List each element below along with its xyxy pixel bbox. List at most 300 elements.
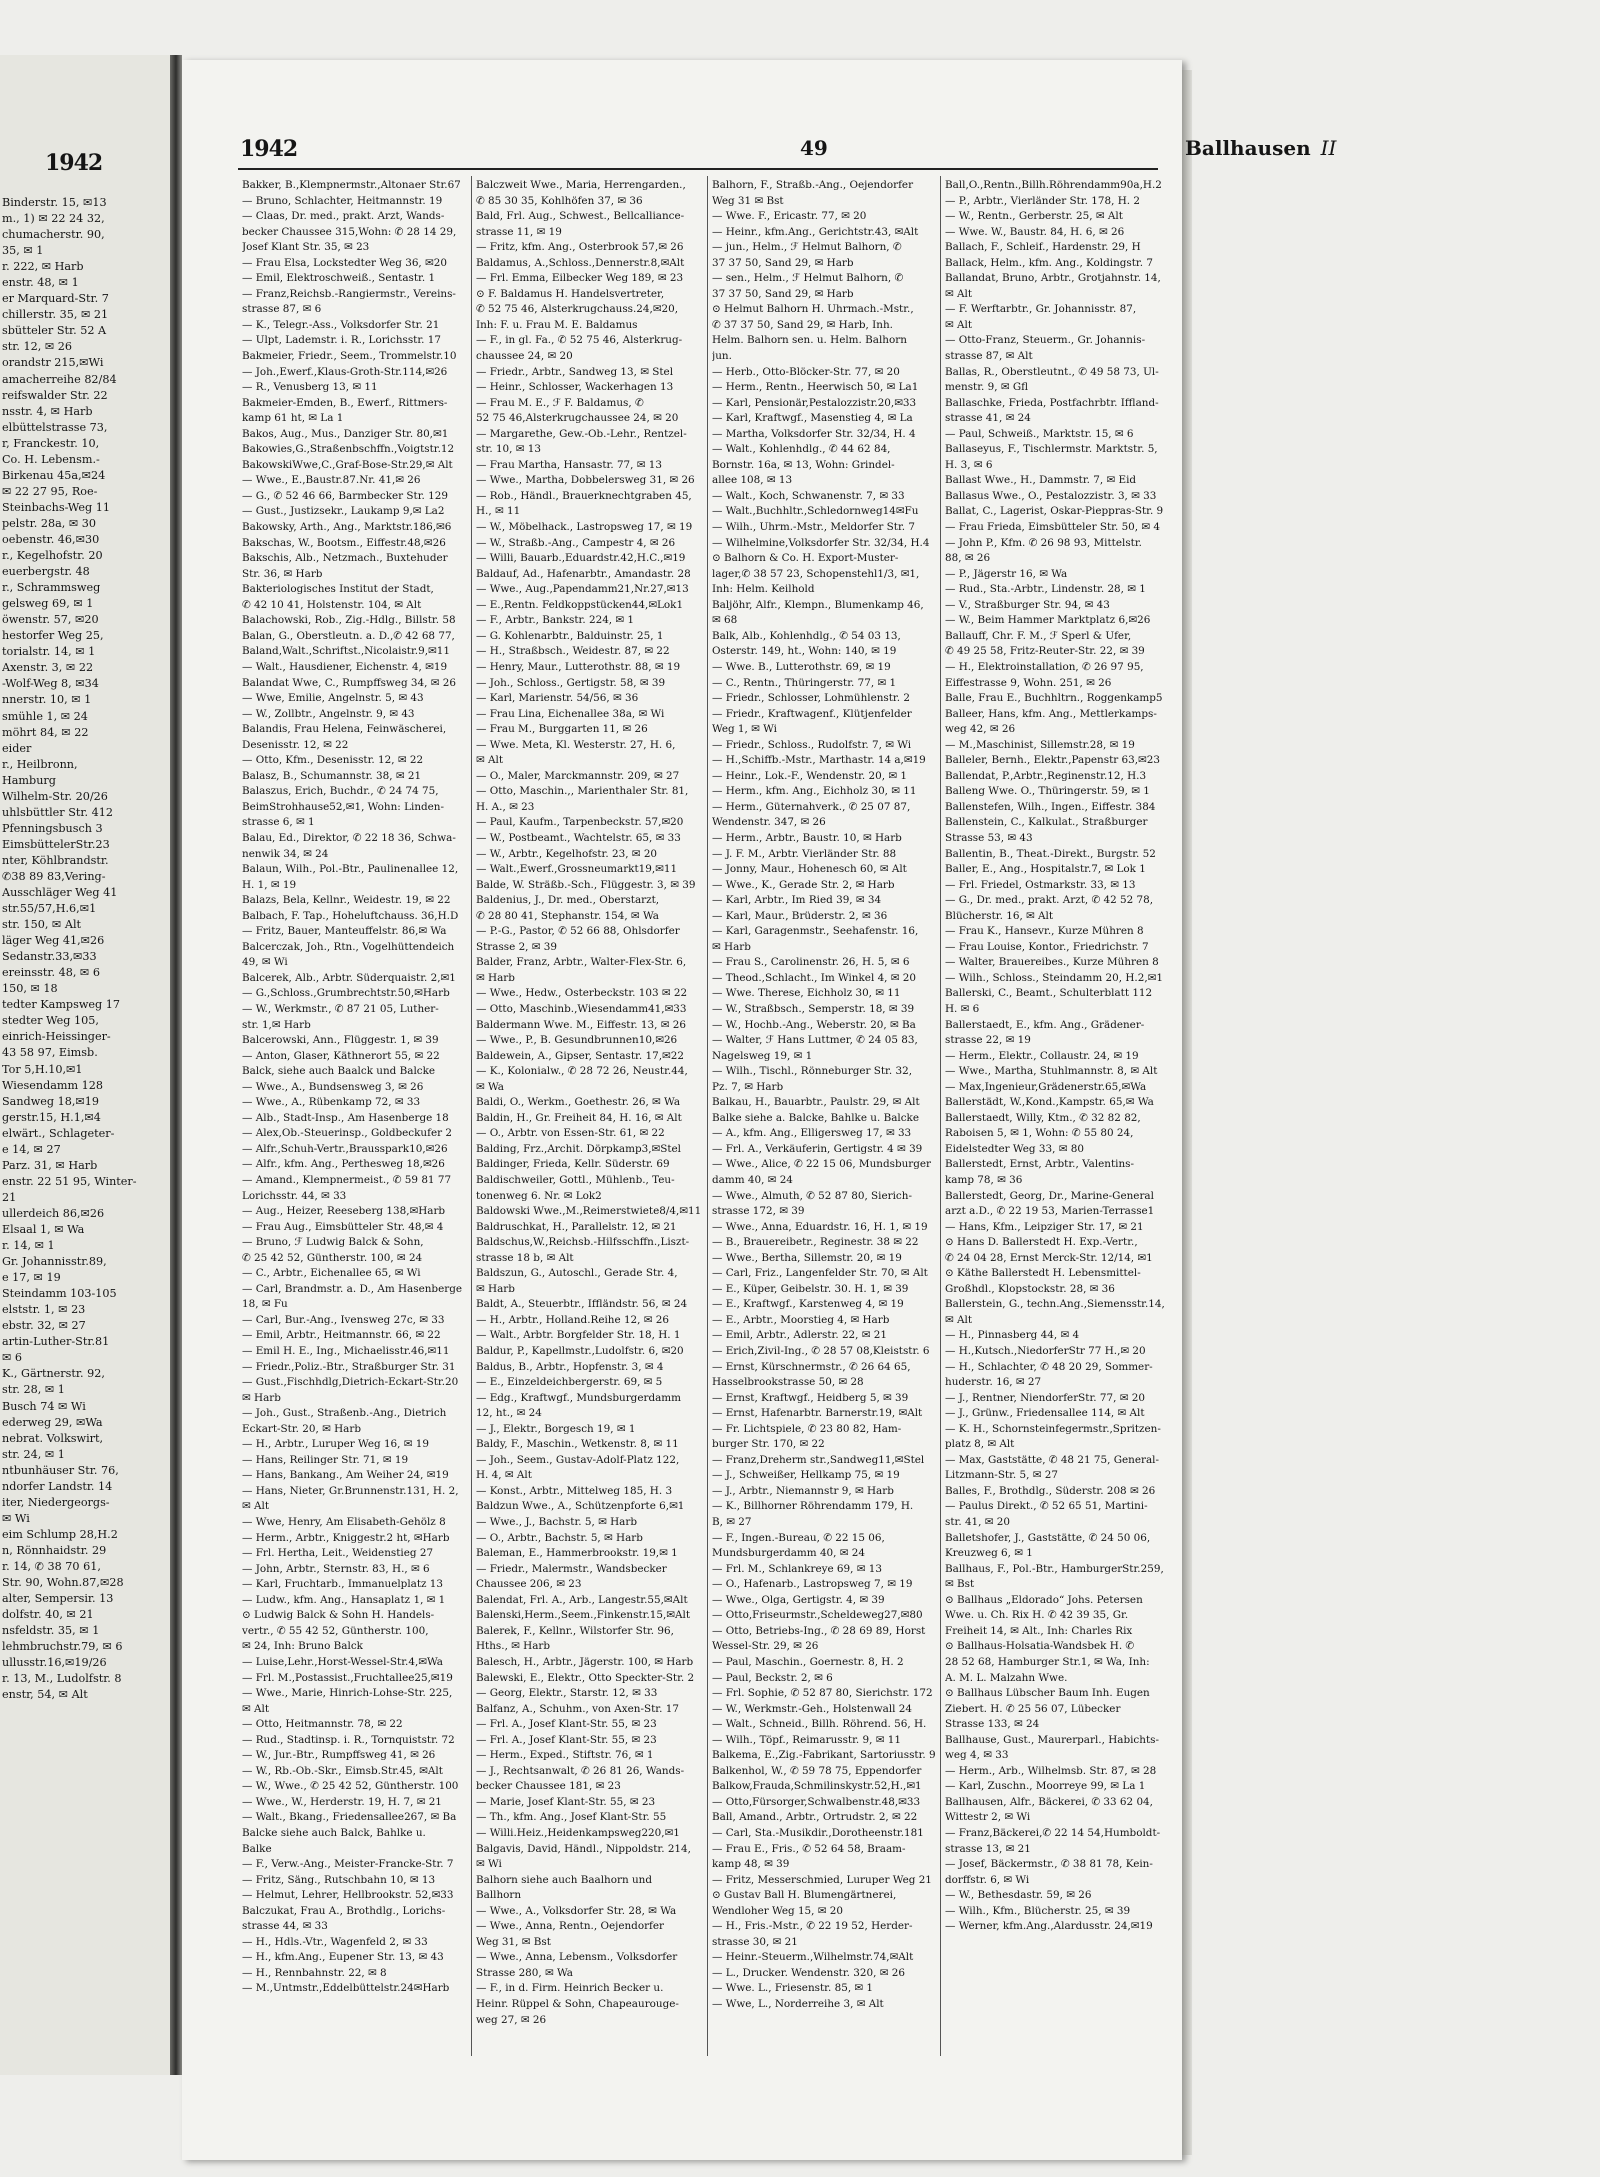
left-page-line: uhlsbüttler Str. 412 (2, 805, 113, 819)
directory-entry: Bakmeier, Friedr., Seem., Trommelstr.10 (242, 350, 457, 363)
directory-entry: — Ernst, Kraftwgf., Heidberg 5, ✉ 39 (712, 1391, 909, 1404)
directory-entry: Balachowski, Rob., Zig.-Hdlg., Billstr. 58 (242, 614, 456, 627)
directory-entry: Bakowies,G.,Straßenbschffn.,Voigtstr.12 (242, 443, 455, 456)
directory-entry: strasse 87, ✉ Alt (945, 350, 1033, 363)
left-page-line: Co. H. Lebensm.- (2, 452, 100, 466)
directory-entry: — E., Einzeldeichbergerstr. 69, ✉ 5 (476, 1376, 663, 1389)
left-page-line: str. 12, ✉ 26 (2, 340, 72, 354)
directory-entry: — Franz,Dreherm str.,Sandweg11,✉Stel (712, 1453, 925, 1466)
directory-entry: Baldischweiler, Gottl., Mühlenb., Teu- (476, 1174, 675, 1186)
directory-entry: — O., Arbtr. von Essen-Str. 61, ✉ 22 (476, 1127, 665, 1140)
directory-entry: — P., Arbtr., Vierländer Str. 178, H. 2 (945, 194, 1140, 207)
directory-entry: Wessel-Str. 29, ✉ 26 (712, 1640, 819, 1653)
directory-entry: Baldschus,W.,Reichsb.-Hilfsschffn.,Liszt- (476, 1236, 690, 1249)
directory-entry: — Frau S., Carolinenstr. 26, H. 5, ✉ 6 (712, 956, 910, 969)
directory-entry: Strasse 53, ✉ 43 (945, 831, 1033, 844)
directory-entry: Baldamus, A.,Schloss.,Dennerstr.8,✉Alt (476, 256, 685, 269)
directory-entry: — Otto, Heitmannstr. 78, ✉ 22 (242, 1718, 403, 1731)
directory-column-3 (712, 178, 940, 2058)
left-page-line: Pfenningsbusch 3 (2, 821, 103, 835)
directory-entry: — P., Jägerstr 16, ✉ Wa (945, 567, 1068, 580)
directory-entry: Balder, Franz, Arbtr., Walter-Flex-Str. 6, (476, 956, 687, 969)
left-page-line: euerbergstr. 48 (2, 565, 90, 579)
directory-entry: Balck, siehe auch Baalck und Balcke (242, 1065, 436, 1078)
directory-entry: Strasse 280, ✉ Wa (476, 1966, 573, 1979)
directory-entry: — Karl, Garagenmstr., Seehafenstr. 16, (712, 925, 919, 938)
directory-entry: — Walter, Brauereibes., Kurze Mühren 8 (945, 956, 1159, 969)
directory-entry: Baldszun, G., Autoschl., Gerade Str. 4, (476, 1267, 678, 1280)
directory-entry: — Walt., Kohlenhdlg., ✆ 44 62 84, (712, 443, 891, 456)
directory-entry: — Wwe. L., Friesenstr. 85, ✉ 1 (712, 1982, 874, 1995)
directory-entry: BeimStrohhause52,✉1, Wohn: Linden- (242, 800, 445, 813)
directory-entry: — G. Kohlenarbtr., Balduinstr. 25, 1 (476, 629, 664, 642)
directory-entry: H. 4, ✉ Alt (476, 1469, 532, 1482)
directory-entry: Litzmann-Str. 5, ✉ 27 (945, 1469, 1058, 1482)
directory-entry: ✆ 49 25 58, Fritz-Reuter-Str. 22, ✉ 39 (945, 645, 1145, 658)
directory-entry: — W., Hochb.-Ang., Weberstr. 20, ✉ Ba (712, 1018, 916, 1031)
directory-entry: — Otto,Friseurmstr.,Scheldeweg27,✉80 (712, 1609, 923, 1622)
directory-entry: 28 52 68, Hamburger Str.1, ✉ Wa, Inh: (945, 1655, 1150, 1668)
directory-entry: — J. F. M., Arbtr. Vierländer Str. 88 (712, 847, 897, 860)
directory-entry: — H.,Schiffb.-Mstr., Marthastr. 14 a,✉19 (712, 754, 926, 767)
left-page (0, 55, 170, 2075)
directory-entry: Baldauf, Ad., Hafenarbtr., Amandastr. 28 (476, 567, 691, 580)
directory-entry: — A., kfm. Ang., Elligersweg 17, ✉ 33 (712, 1127, 912, 1140)
directory-entry: Balaun, Wilh., Pol.-Btr., Paulinenallee 12, (242, 863, 459, 876)
directory-entry: Ballandat, Bruno, Arbtr., Grotjahnstr. 14, (945, 272, 1161, 285)
directory-entry: — Wwe, L., Norderreihe 3, ✉ Alt (712, 1997, 884, 2010)
directory-entry: Nagelsweg 19, ✉ 1 (712, 1049, 813, 1062)
left-page-line: e 17, ✉ 19 (2, 1271, 61, 1285)
left-page-line: möhrt 84, ✉ 22 (2, 725, 89, 739)
directory-entry: Balleer, Hans, kfm. Ang., Mettlerkamps- (945, 707, 1157, 720)
directory-entry: — Fritz, kfm. Ang., Osterbrook 57,✉ 26 (476, 241, 684, 254)
directory-entry: ✆ 25 42 52, Güntherstr. 100, ✉ 24 (242, 1251, 423, 1264)
left-page-line: sbütteler Str. 52 A (2, 324, 107, 338)
directory-entry: — John, Arbtr., Sternstr. 83, H., ✉ 6 (242, 1562, 430, 1575)
directory-entry: Ballenstefen, Wilh., Ingen., Eiffestr. 384 (945, 800, 1156, 813)
directory-entry: ✉ Harb (476, 971, 515, 984)
left-page-line: ✆38 89 83,Vering- (2, 869, 106, 883)
directory-entry: strasse 11, ✉ 19 (476, 225, 562, 238)
directory-entry: — Frau M. E., ℱ F. Baldamus, ✆ (476, 396, 644, 409)
directory-entry: dorffstr. 6, ✉ Wi (945, 1873, 1030, 1886)
left-page-line: nsstr. 4, ✉ Harb (2, 404, 93, 418)
directory-entry: Balgavis, David, Händl., Nippoldstr. 214, (476, 1842, 691, 1855)
directory-entry: arzt a.D., ✆ 22 19 53, Marien-Terrasse1 (945, 1205, 1155, 1218)
directory-entry: Ballat, C., Lagerist, Oskar-Pieppras-Str. 9 (945, 505, 1164, 518)
directory-entry: Bornstr. 16a, ✉ 13, Wohn: Grindel- (712, 458, 895, 471)
directory-entry: Bakteriologisches Institut der Stadt, (242, 583, 434, 596)
directory-entry: — J., Elektr., Borgesch 19, ✉ 1 (476, 1422, 636, 1435)
directory-entry: — Karl, Marienstr. 54/56, ✉ 36 (476, 692, 639, 705)
directory-entry: — Frl. Emma, Eilbecker Weg 189, ✉ 23 (476, 272, 684, 285)
left-page-line: gelsweg 69, ✉ 1 (2, 597, 94, 611)
directory-entry: — Theod.,Schlacht., Im Winkel 4, ✉ 20 (712, 971, 917, 984)
directory-entry: — Rud., Sta.-Arbtr., Lindenstr. 28, ✉ 1 (945, 583, 1146, 596)
directory-entry: — Wwe., Alice, ✆ 22 15 06, Mundsburger (712, 1158, 932, 1171)
directory-entry: — Friedr.,Poliz.-Btr., Straßburger Str. 31 (242, 1360, 456, 1373)
directory-entry: Balles, F., Brothdlg., Süderstr. 208 ✉ 26 (945, 1484, 1156, 1497)
directory-entry: Ballerstein, G., techn.Ang.,Siemensstr.14, (945, 1298, 1165, 1311)
directory-entry: — Georg, Elektr., Starstr. 12, ✉ 33 (476, 1687, 658, 1700)
directory-entry: str. 1,✉ Harb (242, 1018, 311, 1031)
directory-entry: H. 1, ✉ 19 (242, 878, 297, 891)
directory-entry: — Henry, Maur., Lutterothstr. 88, ✉ 19 (476, 660, 681, 673)
directory-entry: — Karl, Zuschn., Moorreye 99, ✉ La 1 (945, 1780, 1146, 1793)
directory-entry: Hths., ✉ Harb (476, 1640, 551, 1653)
directory-entry: — J., Rentner, NiendorferStr. 77, ✉ 20 (945, 1391, 1145, 1404)
left-page-line: tedter Kampsweg 17 (2, 998, 120, 1012)
directory-entry: Lorichsstr. 44, ✉ 33 (242, 1189, 347, 1202)
directory-entry: — Otto, Maschin.,, Marienthaler Str. 81, (476, 785, 689, 798)
directory-entry: — Helmut, Lehrer, Hellbrookstr. 52,✉33 (242, 1889, 454, 1902)
left-page-line: -Wolf-Weg 8, ✉34 (2, 677, 99, 691)
directory-entry: — Ernst, Hafenarbtr. Barnerstr.19, ✉Alt (712, 1407, 923, 1420)
left-page-line: ✉ Wi (2, 1511, 30, 1525)
left-page-line: e 14, ✉ 27 (2, 1142, 61, 1156)
left-page-line: str.55/57,H.6,✉1 (2, 902, 97, 916)
directory-entry: Bakos, Aug., Mus., Danziger Str. 80,✉1 (242, 427, 449, 440)
left-page-line: str. 24, ✉ 1 (2, 1447, 65, 1461)
directory-entry: Balhorn siehe auch Baalhorn und (476, 1873, 653, 1886)
left-page-line: nnerstr. 10, ✉ 1 (2, 693, 92, 707)
directory-entry: — R., Venusberg 13, ✉ 11 (242, 381, 378, 394)
directory-entry: Desenisstr. 12, ✉ 22 (242, 738, 349, 751)
left-page-line: amacherreihe 82/84 (2, 372, 117, 386)
directory-entry: Ballerstedt, Georg, Dr., Marine-General (945, 1189, 1154, 1202)
directory-entry: Balandis, Frau Helena, Feinwäscherei, (242, 723, 447, 736)
directory-entry: — Ernst, Kürschnermstr., ✆ 26 64 65, (712, 1360, 911, 1373)
directory-entry: — C., Arbtr., Eichenallee 65, ✉ Wi (242, 1267, 421, 1280)
left-page-line: einrich-Heissinger- (2, 1030, 111, 1044)
directory-entry: Josef Klant Str. 35, ✉ 23 (242, 241, 370, 254)
directory-entry: — W., Arbtr., Kegelhofstr. 23, ✉ 20 (476, 847, 658, 860)
left-page-line: ebstr. 32, ✉ 27 (2, 1319, 86, 1333)
directory-entry: — Frau Martha, Hansastr. 77, ✉ 13 (476, 458, 663, 471)
left-page-line: 21 (2, 1190, 17, 1204)
column-divider (940, 176, 941, 2056)
directory-entry: — W., Beim Hammer Marktplatz 6,✉26 (945, 614, 1151, 627)
directory-entry: Ballerski, C., Beamt., Schulterblatt 112 (945, 987, 1153, 1000)
directory-entry: Bakker, B.,Klempnermstr.,Altonaer Str.67 (242, 179, 461, 191)
directory-entry: H. 3, ✉ 6 (945, 458, 993, 471)
left-page-line: elwärt., Schlageter- (2, 1126, 115, 1140)
directory-entry: Bakschis, Alb., Netzmach., Buxtehuder (242, 552, 448, 565)
directory-entry: Balbach, F. Tap., Hoheluftchauss. 36,H.D (242, 909, 459, 922)
directory-entry: — Carl, Sta.-Musikdir.,Dorotheenstr.181 (712, 1826, 924, 1839)
directory-entry: — Wwe. B., Lutterothstr. 69, ✉ 19 (712, 660, 891, 673)
directory-entry: — Walt., Koch, Schwanenstr. 7, ✉ 33 (712, 489, 905, 502)
directory-entry: Eiffestrasse 9, Wohn. 251, ✉ 26 (945, 676, 1112, 689)
left-page-line: Gr. Johannisstr.89, (2, 1255, 107, 1269)
left-page-line: Steinbachs-Weg 11 (2, 500, 110, 514)
directory-entry: — Walt., Hausdiener, Eichenstr. 4, ✉19 (242, 660, 448, 673)
directory-entry: — Ulpt, Lademstr. i. R., Lorichsstr. 17 (242, 334, 442, 347)
directory-entry: — Friedr., Kraftwagenf., Klütjenfelder (712, 707, 912, 720)
left-page-line: r., Kegelhofstr. 20 (2, 549, 103, 563)
directory-entry: Balke siehe a. Balcke, Bahlke u. Balcke (712, 1111, 919, 1124)
directory-entry: — Karl, Arbtr., Im Ried 39, ✉ 34 (712, 894, 882, 907)
directory-entry: Balcerczak, Joh., Rtn., Vogelhüttendeich (242, 940, 455, 953)
directory-entry: — G., ✆ 52 46 66, Barmbecker Str. 129 (242, 489, 448, 502)
directory-entry: Baller, E., Ang., Hospitalstr.7, ✉ Lok 1 (945, 863, 1146, 876)
directory-entry: — Th., kfm. Ang., Josef Klant-Str. 55 (476, 1811, 667, 1824)
directory-entry: H., ✉ 11 (476, 505, 521, 518)
directory-entry: Eckart-Str. 20, ✉ Harb (242, 1422, 361, 1435)
directory-entry: — Herm., Arb., Wilhelmsb. Str. 87, ✉ 28 (945, 1764, 1157, 1777)
directory-entry: — Fritz, Säng., Rutschbahn 10, ✉ 13 (242, 1873, 436, 1886)
directory-entry: ✉ 68 (712, 614, 738, 627)
directory-entry: — Max,Ingenieur,Grädenerstr.65,✉Wa (945, 1080, 1147, 1093)
directory-entry: — Wilh., Töpf., Reimarusstr. 9, ✉ 11 (712, 1733, 901, 1746)
left-page-line: r. 222, ✉ Harb (2, 260, 84, 274)
left-page-line: ederweg 29, ✉Wa (2, 1415, 103, 1429)
directory-entry: Baljöhr, Alfr., Klempn., Blumenkamp 46, (712, 598, 924, 611)
left-page-line: enstr. 48, ✉ 1 (2, 276, 79, 290)
directory-entry: — G.,Schloss.,Grumbrechtstr.50,✉Harb (242, 987, 450, 1000)
directory-column-1 (242, 178, 470, 2058)
directory-entry: — Wwe., K., Gerade Str. 2, ✉ Harb (712, 878, 895, 891)
directory-entry: str. 41, ✉ 20 (945, 1516, 1010, 1529)
directory-entry: — F., Ingen.-Bureau, ✆ 22 15 06, (712, 1531, 885, 1544)
left-page-line: Wilhelm-Str. 20/26 (2, 789, 108, 803)
directory-entry: Ballerstedt, Ernst, Arbtr., Valentins- (945, 1158, 1135, 1171)
directory-entry: Baleman, E., Hammerbrookstr. 19,✉ 1 (476, 1547, 678, 1560)
directory-entry: Balazs, Bela, Kellnr., Weidestr. 19, ✉ 22 (242, 894, 451, 907)
directory-entry: Ballas, R., Oberstleutnt., ✆ 49 58 73, Ul- (945, 365, 1159, 378)
directory-entry: Balleng Wwe. O., Thüringerstr. 59, ✉ 1 (945, 785, 1150, 798)
directory-entry: — Herb., Otto-Blöcker-Str. 77, ✉ 20 (712, 365, 900, 378)
directory-entry: ⊙ Ballhaus-Holsatia-Wandsbek H. ✆ (945, 1640, 1135, 1653)
directory-entry: — Emil, Elektroschweiß., Sentastr. 1 (242, 272, 436, 285)
directory-entry: — Frl. A., Verkäuferin, Gertigstr. 4 ✉ 39 (712, 1142, 923, 1155)
directory-column-4 (945, 178, 1173, 2058)
directory-entry: — Paul, Kaufm., Tarpenbeckstr. 57,✉20 (476, 816, 684, 829)
directory-entry: Baldy, F., Maschin., Wetkenstr. 8, ✉ 11 (476, 1438, 679, 1451)
directory-entry: — J., Arbtr., Niemannstr 9, ✉ Harb (712, 1484, 894, 1497)
left-page-line: Ausschläger Weg 41 (2, 886, 118, 900)
directory-entry: Balenski,Herm.,Seem.,Finkenstr.15,✉Alt (476, 1609, 690, 1622)
directory-entry: ⊙ Helmut Balhorn H. Uhrmach.-Mstr., (712, 303, 914, 316)
directory-entry: — Friedr., Arbtr., Sandweg 13, ✉ Stel (476, 365, 674, 378)
directory-entry: ✉ Alt (242, 1702, 270, 1715)
left-page-line: lehmbruchstr.79, ✉ 6 (2, 1640, 123, 1654)
directory-entry: Ballaschke, Frieda, Postfachrbtr. Iffland- (945, 396, 1159, 409)
left-page-line: r. 14, ✆ 38 70 61, (2, 1559, 101, 1573)
directory-entry: — Max, Gaststätte, ✆ 48 21 75, General- (945, 1453, 1159, 1466)
directory-entry: Raboisen 5, ✉ 1, Wohn: ✆ 55 80 24, (945, 1127, 1134, 1140)
directory-entry: — Alb., Stadt-Insp., Am Hasenberge 18 (242, 1111, 449, 1124)
directory-entry: — Frau Elsa, Lockstedter Weg 36, ✉20 (242, 256, 447, 269)
directory-entry: — O., Hafenarb., Lastropsweg 7, ✉ 19 (712, 1578, 913, 1591)
directory-entry: — Konst., Arbtr., Mittelweg 185, H. 3 (476, 1484, 673, 1497)
directory-entry: — Otto, Kfm., Desenisstr. 12, ✉ 22 (242, 754, 424, 767)
directory-entry: Ballhause, Gust., Maurerparl., Habichts- (945, 1733, 1159, 1746)
directory-entry: — Fritz, Bauer, Manteuffelstr. 86,✉ Wa (242, 925, 447, 938)
directory-entry: 88, ✉ 26 (945, 552, 991, 565)
directory-entry: — Wwe., J., Bachstr. 5, ✉ Harb (476, 1516, 637, 1529)
left-page-line: oebenstr. 46,✉30 (2, 532, 100, 546)
directory-entry: — E., Kraftwgf., Karstenweg 4, ✉ 19 (712, 1298, 904, 1311)
directory-entry: — Jonny, Maur., Hohenesch 60, ✉ Alt (712, 863, 907, 876)
directory-entry: — Wwe., Martha, Dobbelersweg 31, ✉ 26 (476, 474, 695, 487)
directory-entry: Wittestr 2, ✉ Wi (945, 1811, 1031, 1824)
directory-entry: — Karl, Maur., Brüderstr. 2, ✉ 36 (712, 909, 888, 922)
directory-entry: — Wwe., A., Volksdorfer Str. 28, ✉ Wa (476, 1904, 677, 1917)
directory-entry: — Frau Frieda, Eimsbütteler Str. 50, ✉ 4 (945, 521, 1161, 534)
directory-entry: Chaussee 206, ✉ 23 (476, 1578, 582, 1591)
directory-entry: — F., in gl. Fa., ✆ 52 75 46, Alsterkrug- (476, 334, 683, 347)
directory-entry: — C., Rentn., Thüringerstr. 77, ✉ 1 (712, 676, 897, 689)
column-divider (471, 176, 472, 2056)
left-page-line: r, Franckestr. 10, (2, 436, 100, 450)
directory-entry: — W., Straßbsch., Semperstr. 18, ✉ 39 (712, 1002, 915, 1015)
directory-entry: ⊙ Ballhaus „Eldorado“ Johs. Petersen (945, 1593, 1143, 1606)
directory-entry: — O., Maler, Marckmannstr. 209, ✉ 27 (476, 769, 680, 782)
directory-entry: Balerek, F., Kellnr., Wilstorfer Str. 96, (476, 1624, 674, 1637)
left-page-line: m., 1) ✉ 22 24 32, (2, 212, 105, 226)
directory-entry: Wwe. u. Ch. Rix H. ✆ 42 39 35, Gr. (945, 1609, 1129, 1622)
directory-entry: Weg 1, ✉ Wi (712, 723, 777, 736)
directory-entry: — Alfr., kfm. Ang., Perthesweg 18,✉26 (242, 1158, 445, 1171)
directory-entry: H. ✉ 6 (945, 1002, 980, 1015)
directory-entry: Balkema, E.,Zig.-Fabrikant, Sartoriusstr. 9 (712, 1749, 936, 1762)
directory-entry: — Wwe., Aug.,Papendamm21,Nr.27,✉13 (476, 583, 689, 596)
directory-entry: — Joh., Schloss., Gertigstr. 58, ✉ 39 (476, 676, 666, 689)
directory-entry: — Frl. M., Schlankreye 69, ✉ 13 (712, 1562, 882, 1575)
directory-entry: Ballentin, B., Theat.-Direkt., Burgstr. 52 (945, 847, 1156, 860)
left-page-line: läger Weg 41,✉26 (2, 934, 105, 948)
directory-entry: Baldt, A., Steuerbtr., Iffländstr. 56, ✉ 24 (476, 1298, 688, 1311)
directory-entry: Balczukat, Frau A., Brothdlg., Lorichs- (242, 1904, 446, 1917)
directory-entry: Balan, G., Oberstleutn. a. D.,✆ 42 68 77, (242, 629, 455, 642)
directory-entry: — Alfr.,Schuh-Vertr.,Brausspark10,✉26 (242, 1142, 448, 1155)
directory-entry: 37 37 50, Sand 29, ✉ Harb (712, 256, 854, 269)
directory-entry: — Wwe., A., Rübenkamp 72, ✉ 33 (242, 1096, 421, 1109)
directory-entry: — Wwe, Henry, Am Elisabeth-Gehölz 8 (242, 1516, 446, 1529)
left-page-line: reifswalder Str. 22 (2, 388, 108, 402)
directory-entry: — Friedr., Schlosser, Lohmühlenstr. 2 (712, 692, 910, 705)
directory-entry: — W., Jur.-Btr., Rumpffsweg 41, ✉ 26 (242, 1749, 436, 1762)
directory-entry: Baldus, B., Arbtr., Hopfenstr. 3, ✉ 4 (476, 1360, 664, 1373)
directory-entry: — K., Billhorner Röhrendamm 179, H. (712, 1500, 914, 1513)
directory-entry: — W., Rb.-Ob.-Skr., Eimsb.Str.45, ✉Alt (242, 1764, 443, 1777)
directory-entry: Heinr. Rüppel & Sohn, Chapeaurouge- (476, 1997, 679, 2010)
directory-entry: Balde, W. Sträßb.-Sch., Flüggestr. 3, ✉ 39 (476, 878, 696, 891)
directory-entry: — Amand., Klempnermeist., ✆ 59 81 77 (242, 1174, 452, 1186)
directory-entry: — Bruno, ℱ Ludwig Balck & Sohn, (242, 1236, 424, 1249)
directory-entry: Baldermann Wwe. M., Eiffestr. 13, ✉ 26 (476, 1018, 686, 1031)
directory-entry: — H., Pinnasberg 44, ✉ 4 (945, 1329, 1080, 1342)
directory-entry: — Fritz, Messerschmied, Luruper Weg 21 (712, 1873, 932, 1886)
left-page-line: alter, Sempersir. 13 (2, 1592, 114, 1606)
directory-entry: — Frau M., Burggarten 11, ✉ 26 (476, 723, 648, 736)
directory-entry: strasse 41, ✉ 24 (945, 412, 1031, 425)
directory-entry: Balasz, B., Schumannstr. 38, ✉ 21 (242, 769, 422, 782)
left-page-line: chillerstr. 35, ✉ 21 (2, 308, 109, 322)
left-page-line: Axenstr. 3, ✉ 22 (2, 661, 94, 675)
directory-entry: tonenweg 6. Nr. ✉ Lok2 (476, 1189, 602, 1202)
directory-entry: vertr., ✆ 55 42 52, Güntherstr. 100, (242, 1624, 429, 1637)
directory-entry: — Carl, Bur.-Ang., Ivensweg 27c, ✉ 33 (242, 1313, 445, 1326)
left-page-line: r., Heilbronn, (2, 757, 78, 771)
left-page-line: r. 14, ✉ 1 (2, 1239, 55, 1253)
directory-entry: — Claas, Dr. med., prakt. Arzt, Wands- (242, 210, 445, 223)
directory-entry: strasse 44, ✉ 33 (242, 1920, 328, 1933)
directory-entry: Balkenhol, W., ✆ 59 78 75, Eppendorfer (712, 1764, 922, 1777)
directory-entry: Freiheit 14, ✉ Alt., Inh: Charles Rix (945, 1624, 1133, 1637)
directory-entry: — Edg., Kraftwgf., Mundsburgerdamm (476, 1391, 682, 1404)
directory-entry: 49, ✉ Wi (242, 956, 288, 969)
directory-entry: — Otto, Betriebs-Ing., ✆ 28 69 89, Horst (712, 1624, 926, 1637)
left-page-line: artin-Luther-Str.81 (2, 1335, 110, 1349)
header-rule (238, 168, 1158, 170)
directory-entry: ✆ 37 37 50, Sand 29, ✉ Harb, Inh. (712, 318, 893, 331)
directory-entry: — Friedr., Schloss., Rudolfstr. 7, ✉ Wi (712, 738, 912, 751)
directory-entry: — H., Arbtr., Holland.Reihe 12, ✉ 26 (476, 1313, 669, 1326)
left-page-line: Str. 90, Wohn.87,✉28 (2, 1576, 124, 1590)
directory-entry: Ballerstädt, W.,Kond.,Kampstr. 65,✉ Wa (945, 1096, 1154, 1109)
left-page-line: str. 150, ✉ Alt (2, 918, 82, 932)
left-page-line: eider (2, 741, 32, 755)
directory-entry: — sen., Helm., ℱ Helmut Balhorn, ✆ (712, 272, 904, 285)
directory-entry: — W., Werkmstr.-Geh., Holstenwall 24 (712, 1702, 913, 1715)
directory-entry: — Wwe., P., B. Gesundbrunnen10,✉26 (476, 1034, 678, 1047)
directory-entry: weg 27, ✉ 26 (476, 2013, 547, 2026)
directory-entry: Strasse 133, ✉ 24 (945, 1718, 1040, 1731)
left-page-line: nter, Köhlbrandstr. (2, 853, 109, 867)
directory-entry: — Wwe. Meta, Kl. Westerstr. 27, H. 6, (476, 738, 676, 751)
directory-entry: — Frl. Sophie, ✆ 52 87 80, Sierichstr. 172 (712, 1687, 933, 1700)
left-page-line: EimsbüttelerStr.23 (2, 837, 110, 851)
left-page-line: K., Gärtnerstr. 92, (2, 1367, 105, 1381)
page-year: 1942 (240, 136, 298, 162)
directory-entry: — F. Werftarbtr., Gr. Johannisstr. 87, (945, 303, 1137, 316)
directory-entry: — H., Hdls.-Vtr., Wagenfeld 2, ✉ 33 (242, 1935, 428, 1948)
directory-entry: — Wwe., E.,Baustr.87.Nr. 41,✉ 26 (242, 474, 421, 487)
directory-entry: Inh: Helm. Keilhold (712, 583, 815, 596)
directory-entry: — G., Dr. med., prakt. Arzt, ✆ 42 52 78, (945, 894, 1154, 907)
directory-entry: — Paulus Direkt., ✆ 52 65 51, Martini- (945, 1500, 1148, 1513)
directory-entry: 18, ✉ Fu (242, 1298, 288, 1311)
left-page-line: nsfeldstr. 35, ✉ 1 (2, 1624, 100, 1638)
directory-entry: Balding, Frz.,Archit. Dörpkamp3,✉Stel (476, 1142, 682, 1155)
running-head (1185, 136, 1336, 160)
directory-entry: — Heinr.-Steuerm.,Wilhelmstr.74,✉Alt (712, 1951, 914, 1964)
directory-entry: — Otto, Maschinb.,Wiesendamm41,✉33 (476, 1002, 687, 1015)
left-page-line: Hamburg (2, 773, 56, 787)
directory-entry: — Walt., Schneid., Billh. Röhrend. 56, H. (712, 1718, 927, 1731)
directory-entry: Eidelstedter Weg 33, ✉ 80 (945, 1142, 1084, 1155)
directory-entry: — Heinr., kfm.Ang., Gerichtstr.43, ✉Alt (712, 225, 919, 238)
directory-entry: — M.,Untmstr.,Eddelbüttelstr.24✉Harb (242, 1982, 450, 1995)
directory-entry: — Aug., Heizer, Reeseberg 138,✉Harb (242, 1205, 446, 1218)
directory-entry: — V., Straßburger Str. 94, ✉ 43 (945, 598, 1110, 611)
directory-entry: Baland,Walt.,Schriftst.,Nicolaistr.9,✉11 (242, 645, 450, 658)
directory-entry: ⊙ F. Baldamus H. Handelsvertreter, (476, 287, 665, 300)
left-page-line: gerstr.15, H.1,✉4 (2, 1110, 101, 1124)
directory-entry: — Wwe., Marie, Hinrich-Lohse-Str. 225, (242, 1687, 453, 1700)
directory-entry: Osterstr. 149, ht., Wohn: 140, ✉ 19 (712, 645, 897, 658)
directory-entry: — Karl, Pensionär,Pestalozzistr.20,✉33 (712, 396, 917, 409)
directory-entry: — Frl. Friedel, Ostmarkstr. 33, ✉ 13 (945, 878, 1136, 891)
directory-entry: Ziebert. H. ✆ 25 56 07, Lübecker (945, 1702, 1121, 1715)
directory-entry: — W., Zollbtr., Angelnstr. 9, ✉ 43 (242, 707, 415, 720)
directory-entry: strasse 6, ✉ 1 (242, 816, 315, 829)
directory-entry: — Walt., Bkang., Friedensallee267, ✉ Ba (242, 1811, 457, 1824)
directory-entry: ✆ 85 30 35, Kohlhöfen 37, ✉ 36 (476, 194, 643, 207)
